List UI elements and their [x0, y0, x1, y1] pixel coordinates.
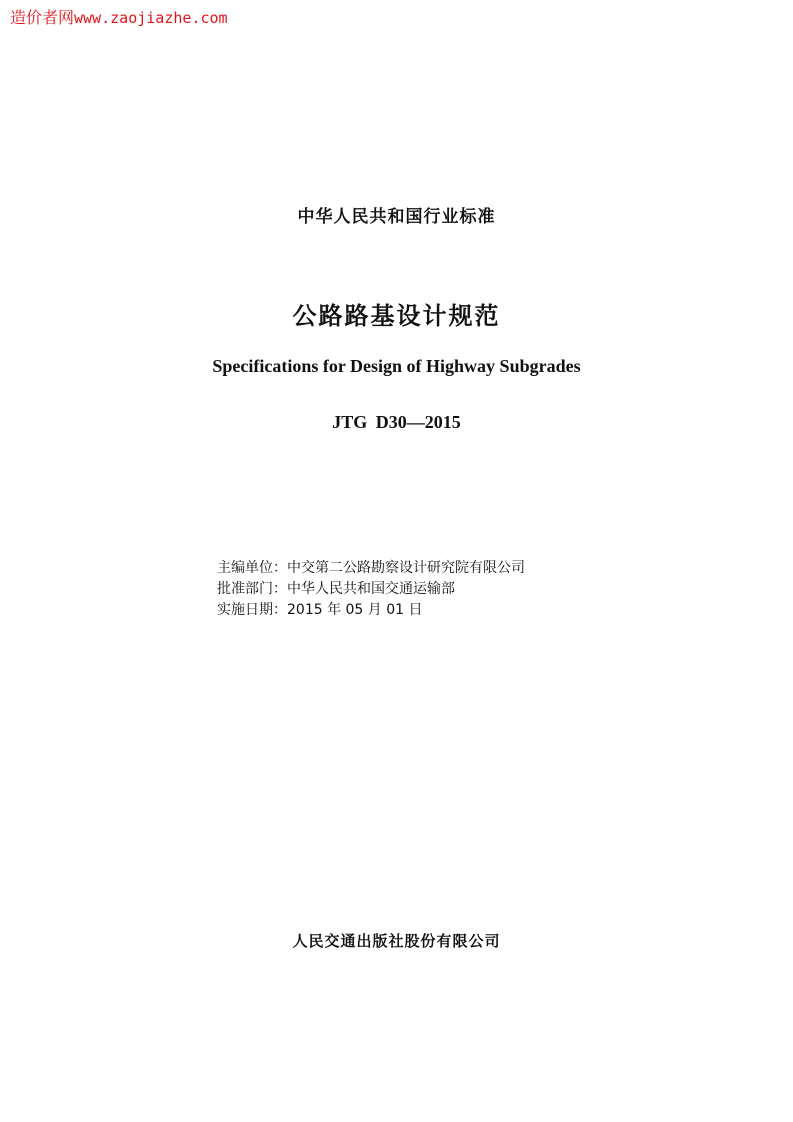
standard-code: JTG D30—2015: [332, 412, 461, 432]
watermark-url: www.zaojiazhe.com: [74, 9, 228, 27]
effective-date-row: [217, 600, 525, 621]
watermark: [10, 8, 228, 28]
editor-row: [217, 558, 525, 579]
approver-row: [217, 579, 525, 600]
effective-date-value: 2015 年 05 月 01 日: [287, 602, 423, 618]
approver-value: 中华人民共和国交通运输部: [287, 581, 455, 597]
effective-date-label: 实施日期：: [217, 602, 287, 618]
publication-info: [217, 558, 525, 621]
document-title-chinese: 公路路基设计规范: [292, 302, 501, 330]
document-title-english: Specifications for Design of Highway Subgrades: [212, 356, 581, 376]
approver-label: 批准部门：: [217, 581, 287, 597]
industry-standard-heading: 中华人民共和国行业标准: [297, 207, 496, 227]
editor-label: 主编单位：: [217, 560, 287, 576]
editor-value: 中交第二公路勘察设计研究院有限公司: [287, 560, 525, 576]
watermark-site-name: 造价者网: [10, 8, 75, 27]
publisher-name: 人民交通出版社股份有限公司: [292, 932, 501, 950]
